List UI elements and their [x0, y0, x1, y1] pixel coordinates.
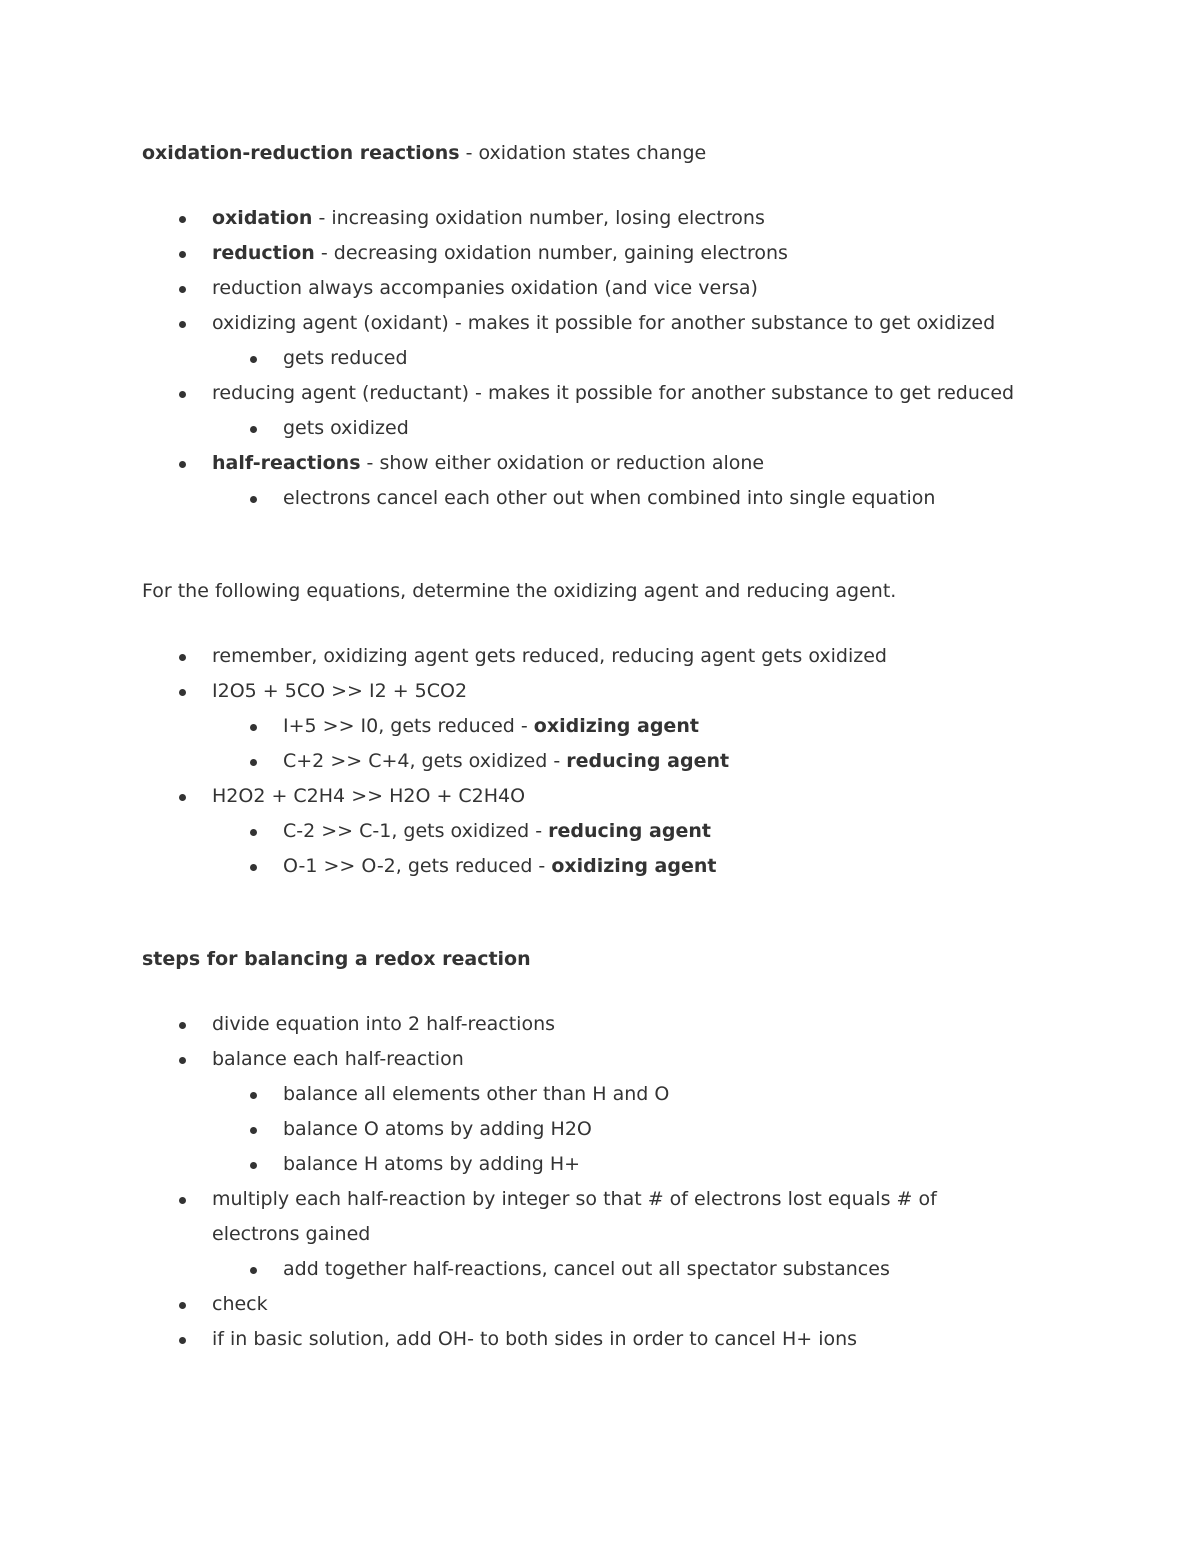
- sub-list-item: [142, 1077, 1082, 1112]
- definition: - show either oxidation or reduction alone: [360, 452, 765, 474]
- list-item: [142, 1287, 1082, 1322]
- term: half-reactions: [212, 452, 361, 474]
- item-text: gets reduced: [283, 347, 408, 369]
- item-text: check: [212, 1293, 268, 1315]
- list-item: [142, 271, 1082, 306]
- item-text: reduction always accompanies oxidation (and vice versa): [212, 277, 758, 299]
- item-text: C+2 >> C+4, gets oxidized -: [283, 750, 567, 772]
- steps-list: [142, 1007, 1082, 1357]
- definitions-list: [142, 201, 1082, 516]
- heading-bold: oxidation-reduction reactions: [142, 142, 460, 164]
- equation-text: H2O2 + C2H4 >> H2O + C2H4O: [212, 785, 526, 807]
- list-item: [142, 306, 1082, 341]
- exercise-list: [142, 639, 1082, 884]
- list-item: [142, 376, 1082, 411]
- sub-list-item: [142, 709, 1082, 744]
- item-text: balance all elements other than H and O: [283, 1083, 670, 1105]
- item-text: balance H atoms by adding H+: [283, 1153, 581, 1175]
- list-item: [142, 1042, 1082, 1077]
- document-page: [142, 136, 1082, 1357]
- sub-list-item: [142, 341, 1082, 376]
- list-item: [142, 639, 1082, 674]
- item-text: if in basic solution, add OH- to both sides in order to cancel H+ ions: [212, 1328, 858, 1350]
- term: oxidation: [212, 207, 313, 229]
- sub-list-item: [142, 744, 1082, 779]
- item-text: reducing agent (reductant) - makes it possible for another substance to get reduced: [212, 382, 1015, 404]
- agent-label: reducing agent: [566, 750, 730, 772]
- list-item: [142, 236, 1082, 271]
- exercise-intro: For the following equations, determine the oxidizing agent and reducing agent.: [142, 580, 897, 602]
- sub-list-item: [142, 1252, 1082, 1287]
- definition: - decreasing oxidation number, gaining electrons: [314, 242, 788, 264]
- agent-label: oxidizing agent: [551, 855, 717, 877]
- item-text: balance each half-reaction: [212, 1048, 464, 1070]
- term: reduction: [212, 242, 315, 264]
- item-text: electrons cancel each other out when combined into single equation: [283, 487, 936, 509]
- list-item: [142, 1322, 1082, 1357]
- list-item: [142, 1007, 1082, 1042]
- item-text: divide equation into 2 half-reactions: [212, 1013, 556, 1035]
- section-heading-steps: steps for balancing a redox reaction: [142, 948, 531, 970]
- sub-list-item: [142, 1147, 1082, 1182]
- item-text: O-1 >> O-2, gets reduced -: [283, 855, 552, 877]
- section-heading-redox: [142, 136, 1082, 171]
- sub-list-item: [142, 1112, 1082, 1147]
- agent-label: oxidizing agent: [533, 715, 699, 737]
- item-text: remember, oxidizing agent gets reduced, reducing agent gets oxidized: [212, 645, 887, 667]
- item-text: add together half-reactions, cancel out all spectator substances: [283, 1258, 890, 1280]
- item-text: I+5 >> I0, gets reduced -: [283, 715, 534, 737]
- sub-list-item: [142, 481, 1082, 516]
- agent-label: reducing agent: [548, 820, 711, 842]
- definition: - increasing oxidation number, losing electrons: [312, 207, 765, 229]
- list-item: [142, 1182, 1012, 1252]
- equation-text: I2O5 + 5CO >> I2 + 5CO2: [212, 680, 468, 702]
- item-text: C-2 >> C-1, gets oxidized -: [283, 820, 549, 842]
- sub-list-item: [142, 814, 1082, 849]
- equation-item: [142, 779, 1082, 814]
- equation-item: [142, 674, 1082, 709]
- list-item: [142, 446, 1082, 481]
- item-text: multiply each half-reaction by integer so that # of electrons lost equals # of electrons gained: [212, 1188, 937, 1245]
- item-text: gets oxidized: [283, 417, 409, 439]
- sub-list-item: [142, 411, 1082, 446]
- list-item: [142, 201, 1082, 236]
- item-text: balance O atoms by adding H2O: [283, 1118, 592, 1140]
- item-text: oxidizing agent (oxidant) - makes it possible for another substance to get oxidized: [212, 312, 996, 334]
- sub-list-item: [142, 849, 1082, 884]
- heading-rest: - oxidation states change: [459, 142, 707, 164]
